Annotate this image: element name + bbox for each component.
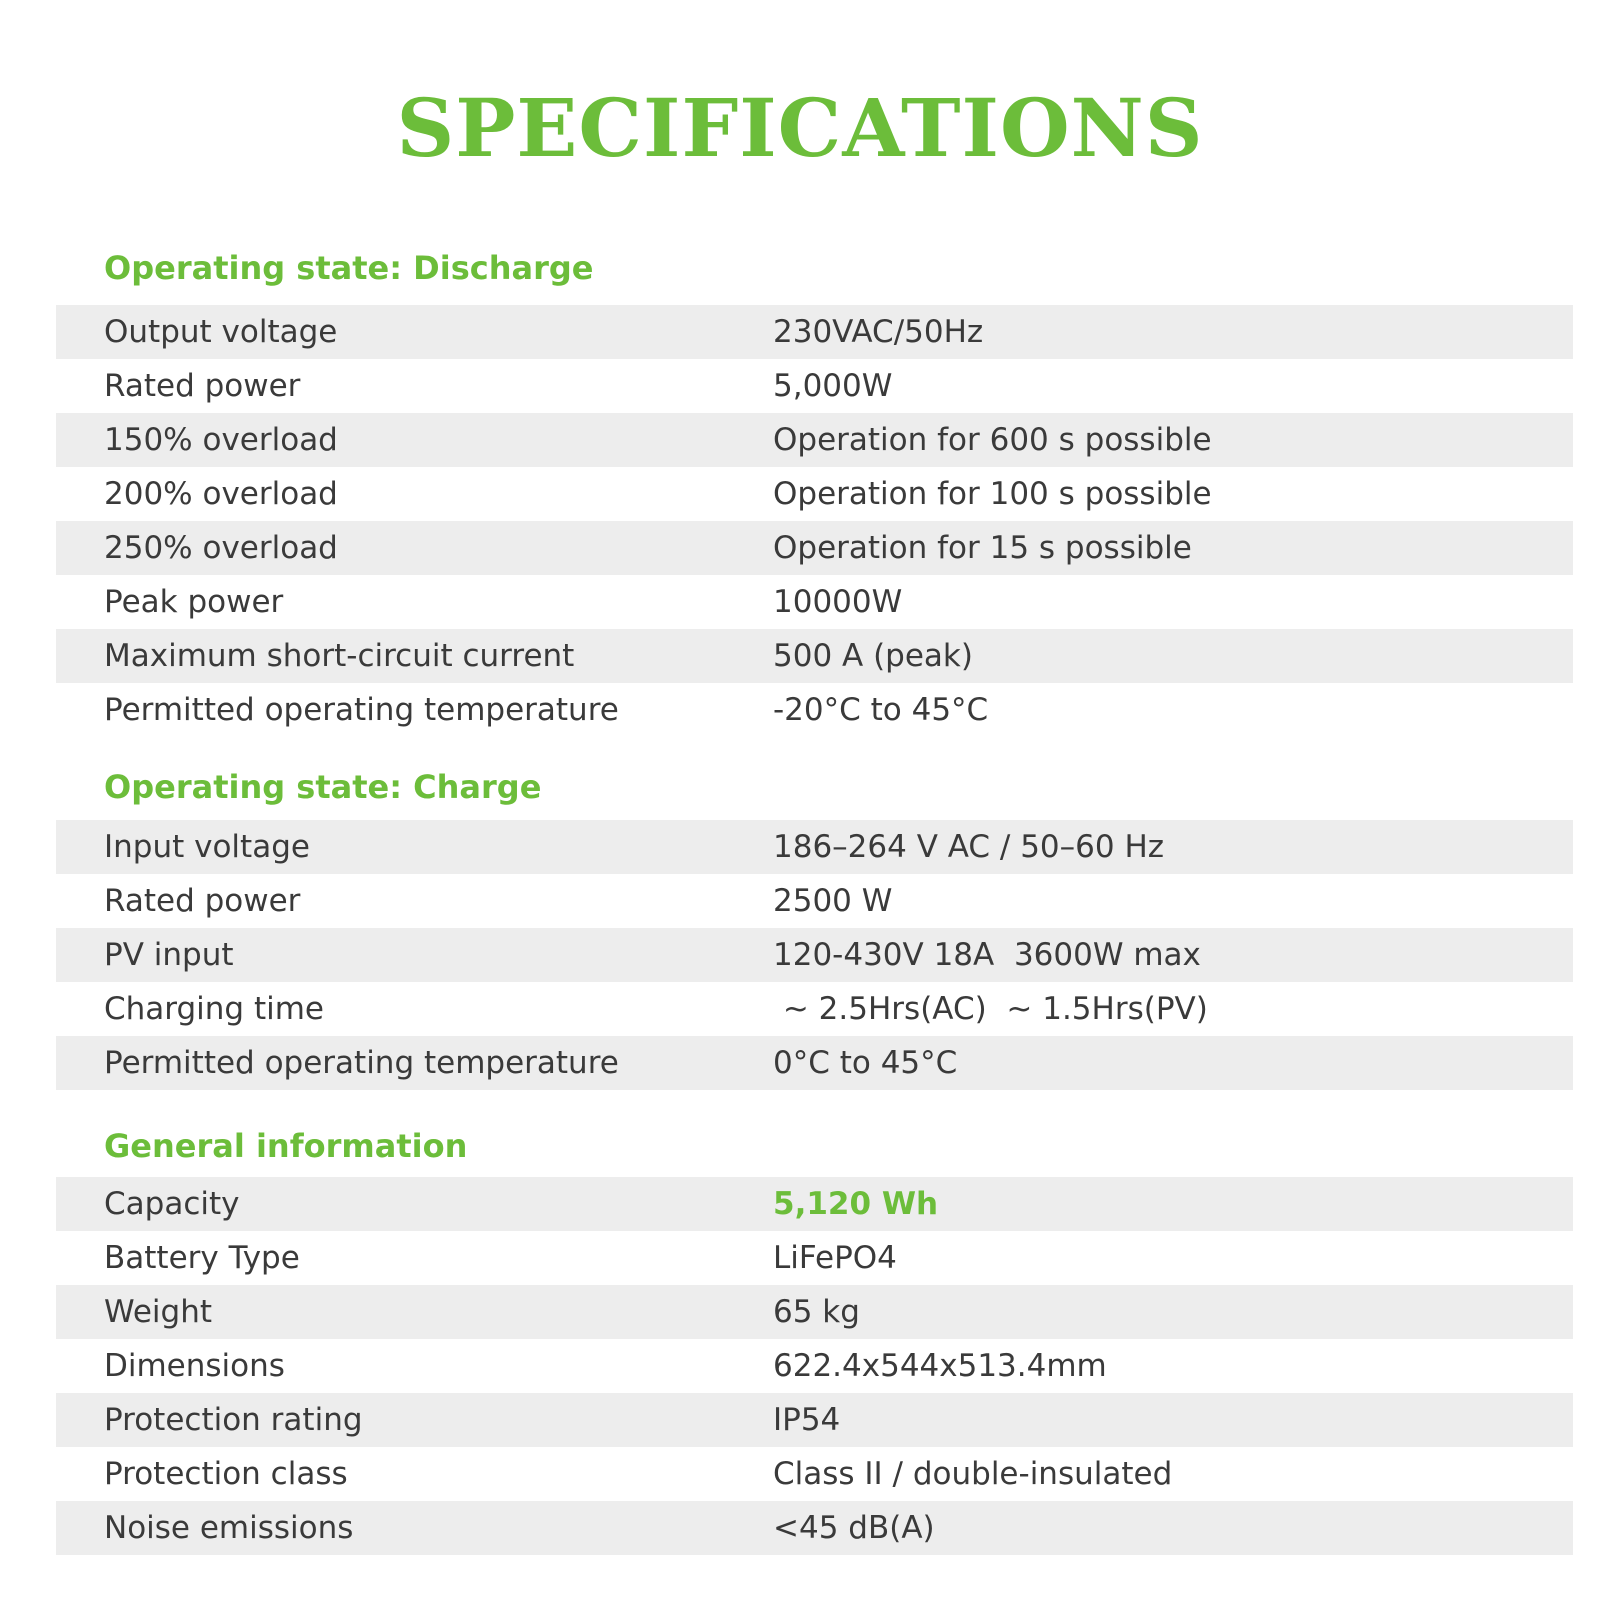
table-row [56, 1285, 1573, 1339]
row-value: IP54 [773, 1402, 841, 1438]
row-label: Output voltage [104, 314, 338, 350]
table-row [56, 575, 1573, 629]
table-row [56, 359, 1573, 413]
section-heading-charge: Operating state: Charge [104, 768, 542, 806]
table-row [56, 1036, 1573, 1090]
row-label: Weight [104, 1294, 213, 1330]
row-label: Peak power [104, 584, 284, 620]
section-heading-discharge: Operating state: Discharge [104, 249, 594, 287]
table-row [56, 1393, 1573, 1447]
row-value: 0°C to 45°C [773, 1045, 958, 1081]
table-row [56, 1447, 1573, 1501]
table-row [56, 820, 1573, 874]
table-row [56, 305, 1573, 359]
section-heading-general: General information [104, 1127, 468, 1165]
row-label: Rated power [104, 368, 301, 404]
row-label: Protection rating [104, 1402, 363, 1438]
row-label: Capacity [104, 1186, 240, 1222]
capacity-value: 5,120 Wh [773, 1186, 939, 1222]
row-label: Maximum short-circuit current [104, 638, 575, 674]
row-label: Charging time [104, 991, 324, 1027]
table-row [56, 629, 1573, 683]
row-label: 250% overload [104, 530, 338, 566]
row-value: 65 kg [773, 1294, 860, 1330]
table-row [56, 928, 1573, 982]
row-value: Operation for 15 s possible [773, 530, 1192, 566]
spec-table-charge [56, 820, 1573, 1090]
row-value: LiFePO4 [773, 1240, 897, 1276]
row-value: 2500 W [773, 883, 893, 919]
row-label: PV input [104, 937, 234, 973]
row-label: Input voltage [104, 829, 310, 865]
row-value: 120-430V 18A 3600W max [773, 937, 1201, 973]
row-label: Permitted operating temperature [104, 1045, 619, 1081]
row-label: 200% overload [104, 476, 338, 512]
row-value: 500 A (peak) [773, 638, 973, 674]
table-row [56, 1501, 1573, 1555]
spec-table-discharge [56, 305, 1573, 737]
table-row [56, 1231, 1573, 1285]
spec-table-general [56, 1177, 1573, 1555]
table-row [56, 874, 1573, 928]
row-label: Noise emissions [104, 1510, 354, 1546]
table-row [56, 467, 1573, 521]
table-row [56, 683, 1573, 737]
row-label: Rated power [104, 883, 301, 919]
row-value: Operation for 600 s possible [773, 422, 1212, 458]
table-row [56, 1177, 1573, 1231]
row-value: 5,000W [773, 368, 893, 404]
table-row [56, 982, 1573, 1036]
row-label: Dimensions [104, 1348, 285, 1384]
row-value: Operation for 100 s possible [773, 476, 1212, 512]
row-label: Protection class [104, 1456, 348, 1492]
page-title: SPECIFICATIONS [396, 81, 1204, 175]
row-value: ~ 2.5Hrs(AC) ~ 1.5Hrs(PV) [773, 991, 1208, 1027]
row-value: <45 dB(A) [773, 1510, 935, 1546]
row-value: -20°C to 45°C [773, 692, 989, 728]
row-value: 622.4x544x513.4mm [773, 1348, 1107, 1384]
row-value: Class II / double-insulated [773, 1456, 1173, 1492]
table-row [56, 1339, 1573, 1393]
row-label: Battery Type [104, 1240, 300, 1276]
row-label: 150% overload [104, 422, 338, 458]
row-value: 230VAC/50Hz [773, 314, 984, 350]
row-value: 186–264 V AC / 50–60 Hz [773, 829, 1165, 865]
table-row [56, 521, 1573, 575]
row-label: Permitted operating temperature [104, 692, 619, 728]
table-row [56, 413, 1573, 467]
row-value: 10000W [773, 584, 903, 620]
